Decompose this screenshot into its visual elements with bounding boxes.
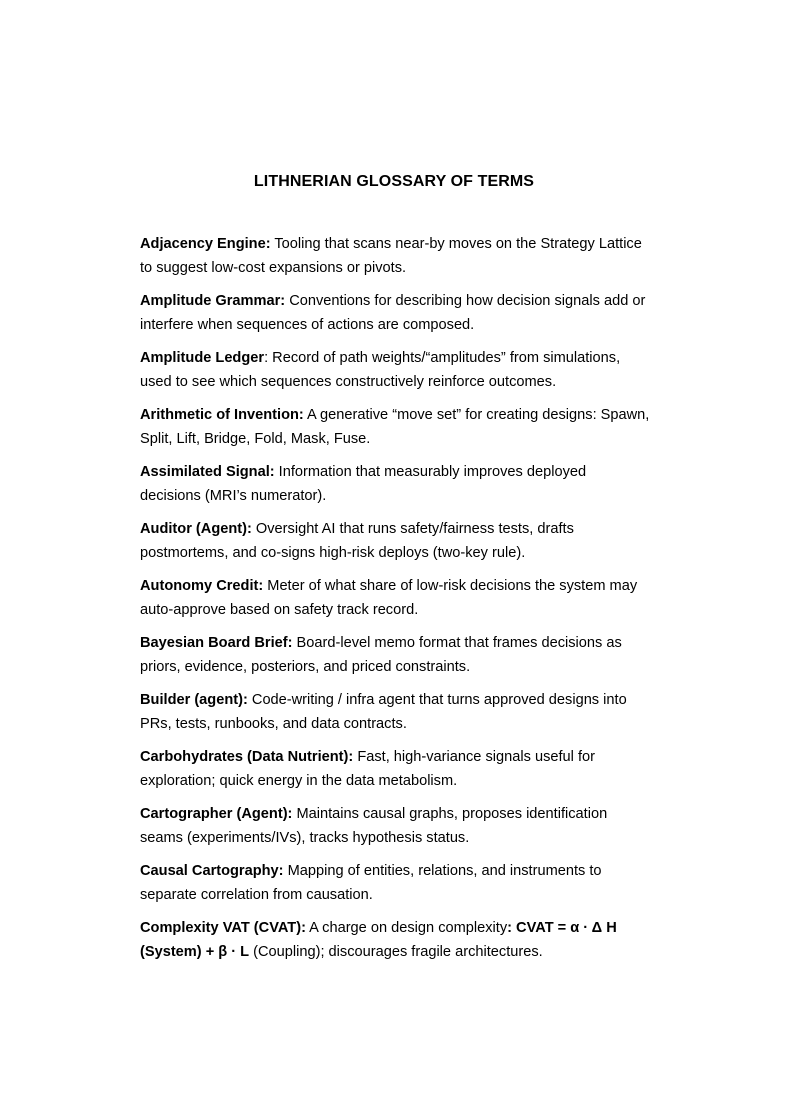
glossary-list <box>140 233 650 974</box>
glossary-term: Assimilated Signal: <box>140 464 275 480</box>
glossary-definition: Conventions for describing how decision signals add or interfere when sequences of actions are composed. <box>140 293 646 333</box>
glossary-definition: Board-level memo format that frames decisions as priors, evidence, posteriors, and priced constraints. <box>140 635 622 675</box>
glossary-entry <box>140 860 650 907</box>
glossary-entry <box>140 461 650 508</box>
glossary-entry <box>140 290 650 337</box>
glossary-term: Complexity VAT (CVAT): <box>140 920 306 936</box>
glossary-definition: Mapping of entities, relations, and instruments to separate correlation from causation. <box>140 863 602 903</box>
glossary-definition: Code-writing / infra agent that turns approved designs into PRs, tests, runbooks, and data contracts. <box>140 692 627 732</box>
glossary-entry <box>140 689 650 736</box>
glossary-definition: Oversight AI that runs safety/fairness tests, drafts postmortems, and co-signs high-risk deploys (two-key rule). <box>140 521 574 561</box>
glossary-entry <box>140 404 650 451</box>
glossary-term: Auditor (Agent): <box>140 521 252 537</box>
glossary-term: Builder (agent): <box>140 692 248 708</box>
glossary-definition: Maintains causal graphs, proposes identification seams (experiments/IVs), tracks hypothesis status. <box>140 806 608 846</box>
glossary-entry <box>140 803 650 850</box>
glossary-entry <box>140 746 650 793</box>
glossary-definition: : Record of path weights/“amplitudes” from simulations, used to see which sequences constructively reinforce outcomes. <box>140 350 621 390</box>
glossary-entry <box>140 347 650 394</box>
glossary-definition-tail: (Coupling); discourages fragile architectures. <box>249 943 543 960</box>
glossary-definition: A generative “move set” for creating designs: Spawn, Split, Lift, Bridge, Fold, Mask, Fuse. <box>140 407 650 447</box>
glossary-term: Autonomy Credit: <box>140 578 264 594</box>
glossary-term: Amplitude Ledger <box>140 350 265 366</box>
glossary-entry <box>140 518 650 565</box>
glossary-term: Amplitude Grammar: <box>140 293 286 309</box>
glossary-term: Causal Cartography: <box>140 863 284 879</box>
glossary-entry <box>140 233 650 280</box>
glossary-entry <box>140 632 650 679</box>
glossary-definition: A charge on design complexity <box>305 920 508 936</box>
glossary-definition: Tooling that scans near-by moves on the Strategy Lattice to suggest low-cost expansions or pivots. <box>140 236 642 276</box>
glossary-entry <box>140 575 650 622</box>
glossary-definition: Meter of what share of low-risk decisions the system may auto-approve based on safety track record. <box>140 578 638 618</box>
cvat-formula: : CVAT = α · Δ H (System) + β · L <box>140 920 617 960</box>
glossary-definition: Information that measurably improves deployed decisions (MRI’s numerator). <box>140 464 587 504</box>
glossary-term: Carbohydrates (Data Nutrient): <box>140 749 354 765</box>
glossary-entry-complexity-vat <box>140 917 650 964</box>
glossary-term: Bayesian Board Brief: <box>140 635 293 651</box>
page-title: LITHNERIAN GLOSSARY OF TERMS <box>253 173 535 190</box>
glossary-definition: Fast, high-variance signals useful for exploration; quick energy in the data metabolism. <box>140 749 595 789</box>
glossary-term: Cartographer (Agent): <box>140 806 293 822</box>
glossary-term: Adjacency Engine: <box>140 236 271 252</box>
glossary-term: Arithmetic of Invention: <box>140 407 304 423</box>
